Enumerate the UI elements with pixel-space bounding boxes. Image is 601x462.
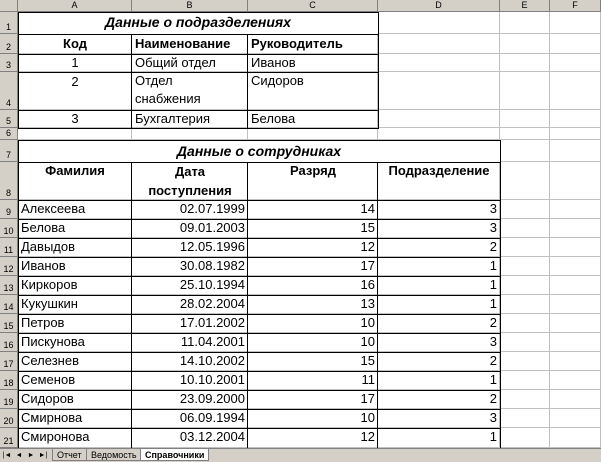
table-border bbox=[18, 110, 379, 111]
prev-sheet-icon[interactable]: ◄ bbox=[15, 452, 23, 459]
column-header-f[interactable]: F bbox=[550, 0, 601, 12]
department-code[interactable]: 3 bbox=[71, 111, 79, 126]
row-header-12[interactable]: 12 bbox=[0, 257, 18, 276]
employee-surname[interactable]: Белова bbox=[21, 220, 66, 235]
employee-department[interactable]: 2 bbox=[489, 391, 497, 406]
table-border bbox=[18, 390, 501, 391]
department-name-line: Отдел bbox=[135, 73, 173, 88]
employee-start-date[interactable]: 02.07.1999 bbox=[179, 201, 245, 216]
table-border bbox=[18, 162, 501, 163]
department-name-line: снабжения bbox=[135, 91, 201, 106]
column-header-d[interactable]: D bbox=[378, 0, 500, 12]
employee-grade[interactable]: 16 bbox=[360, 277, 375, 292]
table-border bbox=[18, 200, 501, 201]
column-header-c[interactable]: C bbox=[248, 0, 378, 12]
employee-department[interactable]: 2 bbox=[489, 315, 497, 330]
employee-department[interactable]: 3 bbox=[489, 220, 497, 235]
table-border bbox=[18, 128, 379, 129]
employee-surname[interactable]: Давыдов bbox=[21, 239, 76, 254]
departments-title: Данные о подразделениях bbox=[18, 12, 378, 34]
table-border bbox=[131, 162, 132, 448]
row-header-19[interactable]: 19 bbox=[0, 390, 18, 409]
employee-grade[interactable]: 10 bbox=[360, 410, 375, 425]
tab-spravochniki[interactable]: Справочники bbox=[140, 449, 209, 461]
table-border bbox=[247, 34, 248, 129]
row-header-1[interactable]: 1 bbox=[0, 12, 18, 34]
row-header-5[interactable]: 5 bbox=[0, 110, 18, 128]
next-sheet-icon[interactable]: ► bbox=[27, 452, 35, 459]
table-border bbox=[18, 257, 501, 258]
employee-grade[interactable]: 17 bbox=[360, 258, 375, 273]
row-header-8[interactable]: 8 bbox=[0, 162, 18, 200]
employee-grade[interactable]: 15 bbox=[360, 220, 375, 235]
table-border bbox=[18, 409, 501, 410]
employee-surname[interactable]: Киркоров bbox=[21, 277, 78, 292]
table-border bbox=[18, 276, 501, 277]
department-header[interactable]: Код bbox=[63, 36, 87, 51]
row-header-9[interactable]: 9 bbox=[0, 200, 18, 219]
sheet-tab-bar bbox=[0, 448, 601, 462]
employee-department[interactable]: 3 bbox=[489, 410, 497, 425]
table-border bbox=[18, 371, 501, 372]
department-head[interactable]: Иванов bbox=[251, 55, 296, 70]
employee-start-date[interactable]: 09.01.2003 bbox=[179, 220, 245, 235]
employee-grade[interactable]: 10 bbox=[360, 334, 375, 349]
employee-start-date[interactable]: 17.01.2002 bbox=[179, 315, 245, 330]
employee-surname[interactable]: Алексеева bbox=[21, 201, 86, 216]
row-header-17[interactable]: 17 bbox=[0, 352, 18, 371]
employee-start-date[interactable]: 10.10.2001 bbox=[179, 372, 245, 387]
tab-vedomost[interactable]: Ведомость bbox=[86, 449, 142, 461]
employees-title: Данные о сотрудниках bbox=[18, 140, 500, 162]
employee-surname[interactable]: Селезнев bbox=[21, 353, 79, 368]
table-border bbox=[18, 295, 501, 296]
employee-department[interactable]: 2 bbox=[489, 353, 497, 368]
table-border bbox=[18, 219, 501, 220]
row-header-21[interactable]: 21 bbox=[0, 428, 18, 448]
table-border bbox=[377, 162, 378, 448]
employee-department[interactable]: 3 bbox=[489, 201, 497, 216]
employee-surname[interactable]: Кукушкин bbox=[21, 296, 78, 311]
department-name[interactable]: Общий отдел bbox=[135, 55, 216, 70]
department-name[interactable]: Бухгалтерия bbox=[135, 111, 211, 126]
table-border bbox=[18, 12, 379, 13]
employee-start-date[interactable]: 28.02.2004 bbox=[179, 296, 245, 311]
table-border bbox=[18, 54, 379, 55]
header-line: Дата bbox=[174, 164, 206, 179]
employee-start-date[interactable]: 14.10.2002 bbox=[179, 353, 245, 368]
first-sheet-icon[interactable]: |◄ bbox=[2, 452, 12, 459]
last-sheet-icon[interactable]: ►| bbox=[38, 452, 48, 459]
row-header-4[interactable]: 4 bbox=[0, 72, 18, 110]
table-border bbox=[131, 34, 132, 129]
column-header-a[interactable]: A bbox=[18, 0, 132, 12]
table-border bbox=[500, 140, 501, 448]
row-header-15[interactable]: 15 bbox=[0, 314, 18, 333]
employee-header-grade[interactable]: Разряд bbox=[290, 163, 336, 178]
employee-start-date[interactable]: 06.09.1994 bbox=[179, 410, 245, 425]
table-border bbox=[247, 162, 248, 448]
row-header-2[interactable]: 2 bbox=[0, 34, 18, 54]
employee-grade[interactable]: 10 bbox=[360, 315, 375, 330]
employee-surname[interactable]: Пискунова bbox=[21, 334, 85, 349]
employee-start-date[interactable]: 25.10.1994 bbox=[179, 277, 245, 292]
table-border bbox=[18, 352, 501, 353]
employee-start-date[interactable]: 23.09.2000 bbox=[179, 391, 245, 406]
table-border bbox=[18, 428, 501, 429]
employee-department[interactable]: 1 bbox=[489, 372, 497, 387]
employee-surname[interactable]: Смиронова bbox=[21, 429, 90, 444]
table-border bbox=[18, 314, 501, 315]
table-border bbox=[18, 34, 379, 35]
department-code[interactable]: 2 bbox=[71, 74, 79, 89]
employee-grade[interactable]: 11 bbox=[361, 372, 375, 387]
row-header-10[interactable]: 10 bbox=[0, 219, 18, 238]
employee-department[interactable]: 1 bbox=[489, 258, 497, 273]
employee-start-date[interactable]: 12.05.1996 bbox=[179, 239, 245, 254]
row-header-13[interactable]: 13 bbox=[0, 276, 18, 295]
department-head[interactable]: Сидоров bbox=[251, 73, 304, 88]
employee-header-department[interactable]: Подразделение bbox=[388, 163, 490, 178]
column-header-b[interactable]: B bbox=[132, 0, 248, 12]
employee-department[interactable]: 1 bbox=[489, 296, 497, 311]
employee-surname[interactable]: Иванов bbox=[21, 258, 66, 273]
column-header-e[interactable]: E bbox=[500, 0, 550, 12]
employee-grade[interactable]: 17 bbox=[360, 391, 375, 406]
employee-surname[interactable]: Смирнова bbox=[21, 410, 83, 425]
row-header-11[interactable]: 11 bbox=[0, 238, 18, 257]
employee-surname[interactable]: Петров bbox=[21, 315, 65, 330]
employee-department[interactable]: 2 bbox=[489, 239, 497, 254]
header-line: поступления bbox=[148, 183, 232, 198]
tab-otchet[interactable]: Отчет bbox=[52, 449, 87, 461]
employee-grade[interactable]: 13 bbox=[360, 296, 375, 311]
department-code[interactable]: 1 bbox=[71, 55, 79, 70]
select-all-corner[interactable] bbox=[0, 0, 18, 12]
row-header-3[interactable]: 3 bbox=[0, 54, 18, 72]
department-header[interactable]: Руководитель bbox=[251, 36, 343, 51]
employee-department[interactable]: 1 bbox=[489, 277, 497, 292]
row-header-6[interactable]: 6 bbox=[0, 128, 18, 140]
employee-grade[interactable]: 14 bbox=[360, 201, 375, 216]
employee-department[interactable]: 3 bbox=[489, 334, 497, 349]
employee-grade[interactable]: 15 bbox=[360, 353, 375, 368]
employee-surname[interactable]: Семенов bbox=[21, 372, 76, 387]
department-name[interactable] bbox=[132, 72, 248, 110]
employee-grade[interactable]: 12 bbox=[360, 239, 375, 254]
row-header-20[interactable]: 20 bbox=[0, 409, 18, 428]
employee-start-date[interactable]: 30.08.1982 bbox=[179, 258, 245, 273]
row-header-18[interactable]: 18 bbox=[0, 371, 18, 390]
row-header-16[interactable]: 16 bbox=[0, 333, 18, 352]
employee-start-date[interactable]: 03.12.2004 bbox=[179, 429, 245, 444]
employee-header-date[interactable] bbox=[132, 162, 248, 200]
gridline bbox=[549, 12, 550, 448]
employee-grade[interactable]: 12 bbox=[360, 429, 375, 444]
table-border bbox=[18, 333, 501, 334]
employee-surname[interactable]: Сидоров bbox=[21, 391, 74, 406]
table-border bbox=[378, 12, 379, 129]
table-border bbox=[18, 238, 501, 239]
table-border bbox=[18, 140, 501, 141]
row-header-7[interactable]: 7 bbox=[0, 140, 18, 162]
employee-start-date[interactable]: 11.04.2001 bbox=[180, 334, 245, 349]
employee-header-surname[interactable]: Фамилия bbox=[45, 163, 105, 178]
table-border bbox=[18, 72, 379, 73]
department-header[interactable]: Наименование bbox=[135, 36, 231, 51]
department-head[interactable]: Белова bbox=[251, 111, 296, 126]
table-border bbox=[18, 140, 19, 448]
table-border bbox=[18, 12, 19, 129]
row-header-14[interactable]: 14 bbox=[0, 295, 18, 314]
employee-department[interactable]: 1 bbox=[489, 429, 497, 444]
